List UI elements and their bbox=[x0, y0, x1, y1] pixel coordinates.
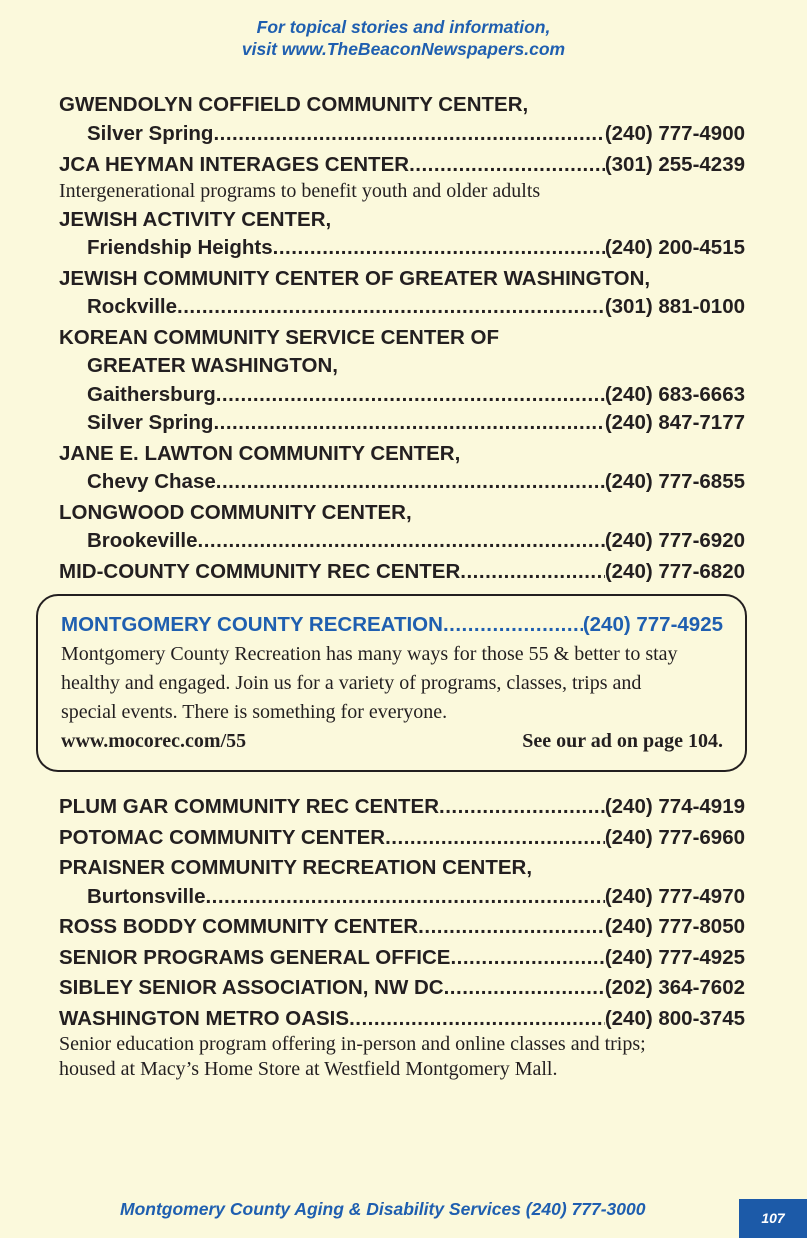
entry-heading: KOREAN COMMUNITY SERVICE CENTER OF bbox=[59, 325, 500, 349]
entry-phone: (240) 777-6920 bbox=[604, 529, 745, 552]
entry-phone: (301) 255-4239 bbox=[604, 153, 745, 176]
featured-description bbox=[61, 640, 723, 727]
dot-leader bbox=[443, 610, 583, 640]
list-item bbox=[59, 854, 745, 911]
list-item bbox=[59, 974, 745, 1003]
dot-leader bbox=[216, 381, 605, 410]
entry-row bbox=[59, 381, 745, 410]
dot-leader bbox=[198, 527, 605, 556]
header-note bbox=[0, 16, 807, 60]
entry-name: SENIOR PROGRAMS GENERAL OFFICE bbox=[59, 945, 451, 969]
dot-leader bbox=[205, 883, 604, 912]
entry-description: Intergenerational programs to benefit youth and older adults bbox=[59, 179, 541, 202]
featured-phone: (240) 777-4925 bbox=[582, 613, 723, 636]
featured-ad-note: See our ad on page 104. bbox=[522, 730, 723, 752]
featured-listing-box bbox=[36, 594, 747, 772]
entry-phone: (240) 847-7177 bbox=[604, 411, 745, 434]
entry-row bbox=[59, 558, 745, 587]
entry-heading: PRAISNER COMMUNITY RECREATION CENTER, bbox=[59, 856, 533, 879]
dot-leader bbox=[439, 793, 605, 822]
entry-row bbox=[59, 824, 745, 853]
dot-leader bbox=[177, 293, 605, 322]
entry-row bbox=[59, 944, 745, 973]
dot-leader bbox=[216, 468, 605, 497]
entry-location: Silver Spring bbox=[87, 121, 214, 145]
entry-location: Burtonsville bbox=[87, 884, 206, 908]
list-item bbox=[59, 265, 745, 322]
entry-description bbox=[59, 1032, 745, 1082]
entry-name: SIBLEY SENIOR ASSOCIATION, NW DC bbox=[59, 976, 444, 999]
dot-leader bbox=[450, 944, 604, 973]
list-item bbox=[59, 793, 745, 822]
entry-phone: (240) 800-3745 bbox=[604, 1006, 745, 1030]
list-item bbox=[59, 499, 745, 556]
featured-description-line: Montgomery County Recreation has many ways for those 55 & better to stay bbox=[61, 643, 678, 665]
entry-row bbox=[59, 527, 745, 556]
list-item bbox=[59, 1005, 745, 1083]
entry-location: Friendship Heights bbox=[87, 236, 273, 259]
entry-phone: (240) 777-6960 bbox=[604, 825, 745, 849]
dot-leader bbox=[349, 1005, 605, 1034]
featured-url[interactable]: www.mocorec.com/55 bbox=[61, 730, 247, 752]
featured-footer bbox=[61, 727, 723, 755]
entry-row bbox=[59, 1005, 745, 1034]
entry-phone: (240) 777-4900 bbox=[604, 121, 745, 145]
entry-name: JCA HEYMAN INTERAGES CENTER bbox=[59, 153, 410, 176]
header-line-2: visit www.TheBeaconNewspapers.com bbox=[241, 39, 566, 59]
entry-description-line: housed at Macy’s Home Store at Westfield Montgomery Mall. bbox=[59, 1058, 558, 1080]
dot-leader bbox=[460, 558, 605, 587]
entry-phone: (240) 200-4515 bbox=[604, 236, 745, 259]
entry-description-line: Senior education program offering in-person and online classes and trips; bbox=[59, 1033, 646, 1055]
featured-entry-row bbox=[61, 610, 723, 640]
entry-phone: (240) 777-4925 bbox=[604, 945, 745, 969]
entry-phone: (240) 777-8050 bbox=[604, 915, 745, 938]
entry-location: Gaithersburg bbox=[87, 382, 216, 406]
entry-row bbox=[59, 913, 745, 942]
entry-heading: GWENDOLYN COFFIELD COMMUNITY CENTER, bbox=[59, 93, 529, 116]
entry-name: PLUM GAR COMMUNITY REC CENTER bbox=[59, 795, 440, 818]
header-line-1: For topical stories and information, bbox=[256, 17, 551, 37]
entry-phone: (301) 881-0100 bbox=[604, 295, 745, 318]
list-item bbox=[59, 824, 745, 853]
entry-row bbox=[59, 151, 745, 180]
entry-row bbox=[59, 409, 745, 438]
entry-location: Rockville bbox=[87, 295, 178, 318]
dot-leader bbox=[444, 974, 605, 1003]
entry-phone: (240) 774-4919 bbox=[604, 795, 745, 818]
featured-name: MONTGOMERY COUNTY RECREATION bbox=[61, 613, 443, 636]
list-item bbox=[59, 558, 745, 587]
dot-leader bbox=[409, 151, 605, 180]
entry-heading: JEWISH ACTIVITY CENTER, bbox=[59, 207, 332, 231]
list-item bbox=[59, 944, 745, 973]
entry-row bbox=[59, 793, 745, 822]
entry-row bbox=[59, 234, 745, 263]
entry-heading-continued: GREATER WASHINGTON, bbox=[87, 354, 338, 377]
entry-row bbox=[59, 974, 745, 1003]
directory-list-bottom bbox=[59, 793, 745, 1084]
dot-leader bbox=[273, 234, 605, 263]
entry-phone: (240) 777-4970 bbox=[604, 884, 745, 908]
entry-row bbox=[59, 120, 745, 149]
entry-row bbox=[59, 468, 745, 497]
directory-list-top bbox=[59, 91, 745, 586]
page-number: 107 bbox=[739, 1199, 807, 1238]
entry-phone: (240) 777-6820 bbox=[604, 559, 745, 583]
entry-name: WASHINGTON METRO OASIS bbox=[59, 1006, 350, 1030]
entry-location: Silver Spring bbox=[87, 411, 214, 434]
entry-location: Chevy Chase bbox=[87, 470, 216, 493]
entry-name: ROSS BODDY COMMUNITY CENTER bbox=[59, 915, 419, 938]
entry-heading: JANE E. LAWTON COMMUNITY CENTER, bbox=[59, 441, 461, 465]
list-item bbox=[59, 913, 745, 942]
entry-row bbox=[59, 883, 745, 912]
dot-leader bbox=[213, 409, 604, 438]
entry-name: MID-COUNTY COMMUNITY REC CENTER bbox=[59, 559, 461, 583]
entry-phone: (240) 777-6855 bbox=[604, 470, 745, 493]
footer-text: Montgomery County Aging & Disability Services (240) 777-3000 bbox=[120, 1199, 646, 1219]
featured-description-line: healthy and engaged. Join us for a variety of programs, classes, trips and bbox=[61, 672, 642, 694]
entry-heading: JEWISH COMMUNITY CENTER OF GREATER WASHINGTON, bbox=[59, 266, 651, 290]
list-item bbox=[59, 151, 745, 204]
entry-phone: (202) 364-7602 bbox=[604, 976, 745, 999]
dot-leader bbox=[213, 120, 604, 149]
entry-name: POTOMAC COMMUNITY CENTER bbox=[59, 825, 386, 849]
entry-row bbox=[59, 293, 745, 322]
list-item bbox=[59, 91, 745, 148]
dot-leader bbox=[418, 913, 605, 942]
entry-heading: LONGWOOD COMMUNITY CENTER, bbox=[59, 500, 412, 524]
list-item bbox=[59, 324, 745, 438]
list-item bbox=[59, 206, 745, 263]
entry-phone: (240) 683-6663 bbox=[604, 382, 745, 406]
dot-leader bbox=[385, 824, 605, 853]
list-item bbox=[59, 440, 745, 497]
featured-description-line: special events. There is something for everyone. bbox=[61, 701, 448, 723]
entry-location: Brookeville bbox=[87, 529, 198, 552]
